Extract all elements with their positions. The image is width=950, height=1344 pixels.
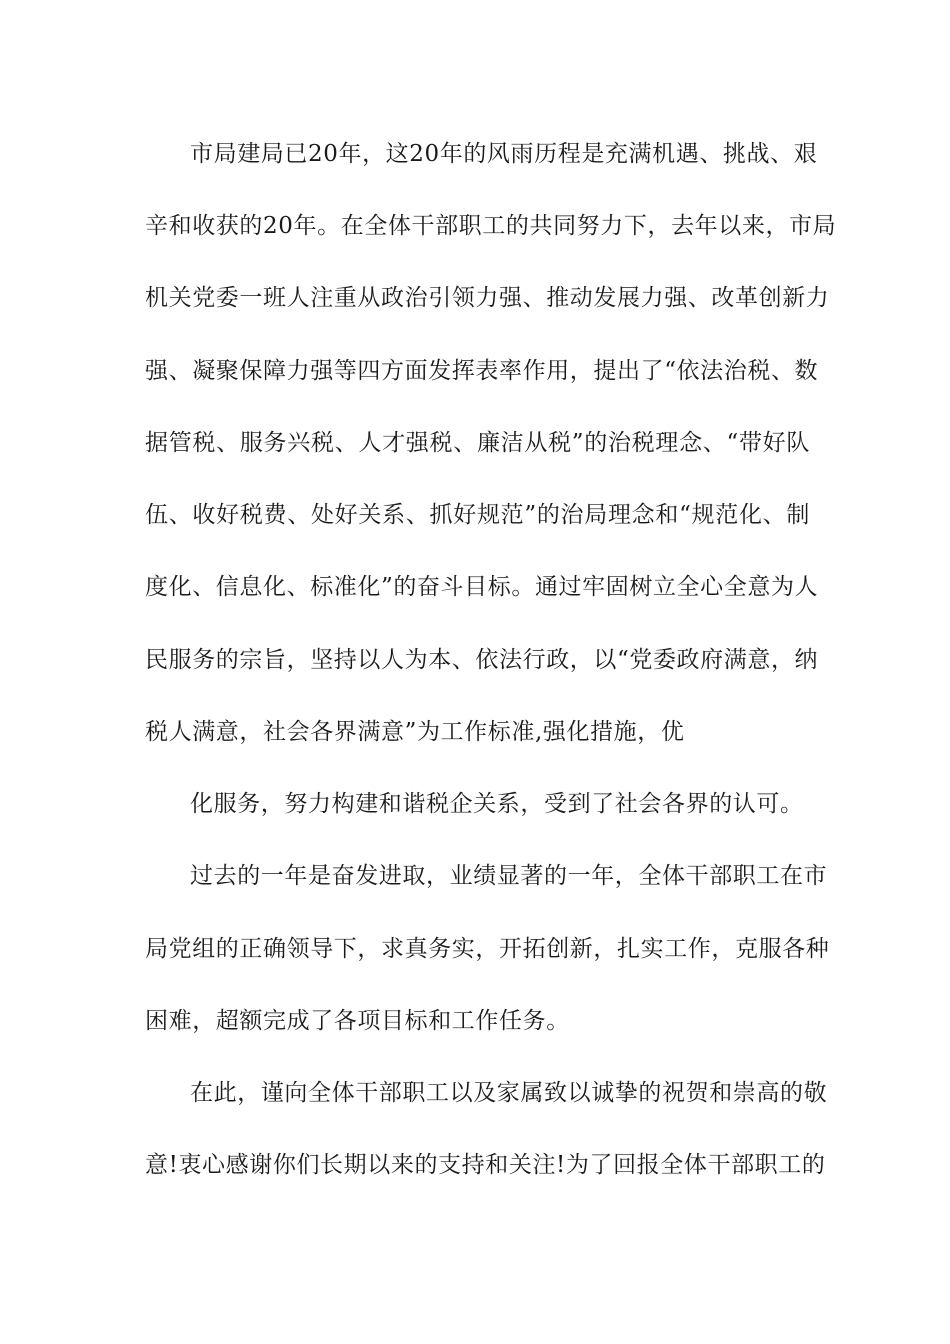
paragraph-1-line-6: 伍、收好税费、处好关系、抓好规范”的治局理念和“规范化、制 (145, 502, 810, 528)
paragraph-3-line-1: 过去的一年是奋发进取，业绩显著的一年，全体干部职工在市 (190, 863, 828, 889)
paragraph-3-line-2: 局党组的正确领导下，求真务实，开拓创新，扎实工作，克服各种 (145, 936, 830, 962)
paragraph-1-line-2: 辛和收获的20年。在全体干部职工的共同努力下，去年以来，市局 (145, 213, 837, 239)
paragraph-3-line-3: 困难，超额完成了各项目标和工作任务。 (145, 1008, 570, 1034)
paragraph-1-line-4: 强、凝聚保障力强等四方面发挥表率作用，提出了“依法治税、数 (145, 358, 819, 384)
paragraph-1-line-1: 市局建局已20年，这20年的风雨历程是充满机遇、挑战、艰 (190, 141, 818, 167)
paragraph-4-line-1: 在此，谨向全体干部职工以及家属致以诚挚的祝贺和崇高的敬 (190, 1080, 828, 1106)
paragraph-1-line-8: 民服务的宗旨，坚持以人为本、依法行政，以“党委政府满意，纳 (145, 647, 819, 673)
paragraph-4-line-2: 意!衷心感谢你们长期以来的支持和关注!为了回报全体干部职工的 (145, 1152, 826, 1178)
paragraph-1-line-9: 税人满意，社会各界满意”为工作标准,强化措施，优 (145, 719, 685, 745)
paragraph-1-line-3: 机关党委一班人注重从政治引领力强、推动发展力强、改革创新力 (145, 285, 830, 311)
paragraph-1-line-7: 度化、信息化、标准化”的奋斗目标。通过牢固树立全心全意为人 (145, 574, 819, 600)
paragraph-2-line-1: 化服务，努力构建和谐税企关系，受到了社会各界的认可。 (190, 791, 804, 817)
paragraph-1-line-5: 据管税、服务兴税、人才强税、廉洁从税”的治税理念、“带好队 (145, 430, 810, 456)
